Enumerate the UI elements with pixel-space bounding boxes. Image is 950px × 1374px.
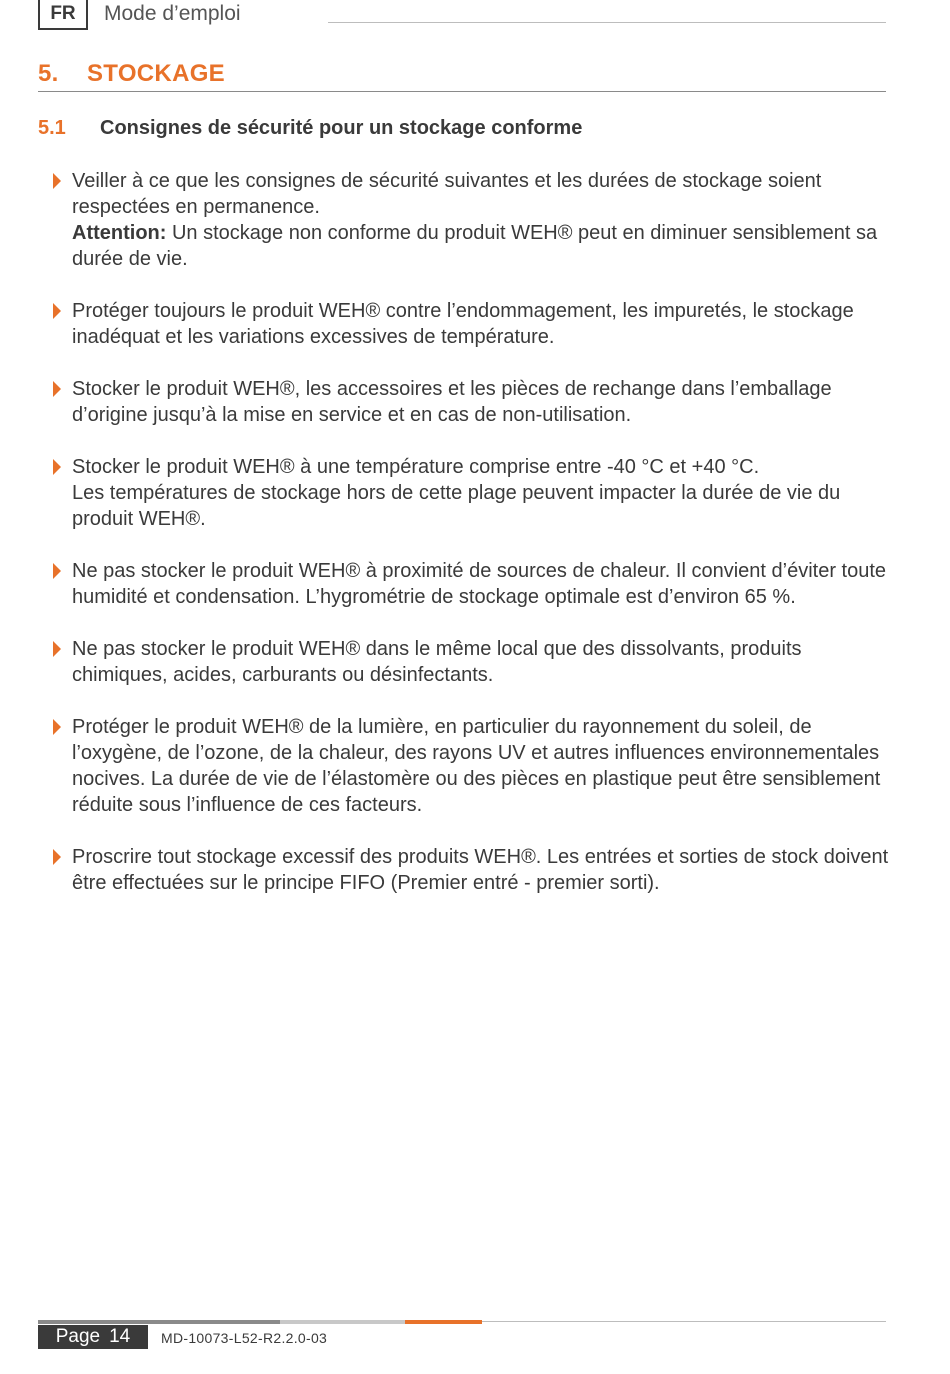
language-badge [38, 0, 88, 30]
page-label: Page [55, 1326, 101, 1347]
footer-bar-dark [38, 1320, 280, 1324]
subsection-number: 5.1 [38, 117, 66, 139]
language-code: FR [50, 3, 76, 24]
document-id: MD-10073-L52-R2.2.0-03 [161, 1330, 328, 1346]
bullet-arrow-icon [53, 719, 61, 735]
subsection-heading [38, 117, 582, 140]
section-number: 5. [38, 60, 59, 87]
header-divider [328, 22, 886, 23]
bullet-text: Veiller à ce que les consignes de sécurité suivantes et les durées de stockage soient respectées en permanence. [72, 170, 822, 218]
list-item [48, 636, 898, 688]
section-title: STOCKAGE [87, 60, 225, 87]
attention-text: Un stockage non conforme du produit WEH® peut en diminuer sensiblement sa durée de vie. [72, 222, 878, 270]
bullet-arrow-icon [53, 563, 61, 579]
page-number-badge [38, 1325, 148, 1349]
subsection-title: Consignes de sécurité pour un stockage conforme [100, 117, 583, 139]
bullet-arrow-icon [53, 849, 61, 865]
bullet-text: Ne pas stocker le produit WEH® dans le même local que des dissolvants, produits chimiques, acides, carburants ou désinfectants. [72, 638, 802, 686]
bullet-text: Stocker le produit WEH®, les accessoires et les pièces de rechange dans l’emballage d’origine jusqu’à la mise en service et en cas de non-utilisation. [72, 378, 832, 426]
section-divider [38, 91, 886, 92]
bullet-arrow-icon [53, 173, 61, 189]
bullet-text: Ne pas stocker le produit WEH® à proximité de sources de chaleur. Il convient d’éviter toute humidité et condensation. L’hygrométrie de stockage optimale est d’environ 65 %. [72, 560, 887, 608]
footer-bar-accent [405, 1320, 482, 1324]
page-number: 14 [109, 1326, 131, 1347]
bullet-arrow-icon [53, 641, 61, 657]
list-item [48, 558, 898, 610]
list-item [48, 298, 898, 350]
bullet-arrow-icon [53, 303, 61, 319]
section-heading [38, 60, 225, 88]
bullet-text-continued: Les températures de stockage hors de cette plage peuvent impacter la durée de vie du produit WEH®. [72, 482, 841, 530]
list-item [48, 844, 898, 896]
list-item [48, 376, 898, 428]
bullet-arrow-icon [53, 459, 61, 475]
list-item [48, 168, 898, 272]
bullet-text: Proscrire tout stockage excessif des produits WEH®. Les entrées et sorties de stock doivent être effectuées sur le principe FIFO (Premier entré - premier sorti). [72, 846, 889, 894]
bullet-text: Stocker le produit WEH® à une température comprise entre -40 °C et +40 °C. [72, 456, 760, 478]
footer-bar-light [280, 1320, 405, 1324]
storage-instructions-list [48, 168, 898, 922]
list-item [48, 454, 898, 532]
attention-note [72, 220, 898, 272]
footer-divider [482, 1321, 886, 1322]
document-type: Mode d’emploi [104, 2, 241, 25]
attention-label: Attention: [72, 222, 167, 244]
bullet-arrow-icon [53, 381, 61, 397]
list-item [48, 714, 898, 818]
bullet-text: Protéger toujours le produit WEH® contre l’endommagement, les impuretés, le stockage inadéquat et les variations excessives de température. [72, 300, 854, 348]
bullet-text: Protéger le produit WEH® de la lumière, en particulier du rayonnement du soleil, de l’oxygène, de l’ozone, de la chaleur, des rayons UV et autres influences environnementales nocives. La durée de vie de l’élastomère ou des pièces en plastique peut être sensiblement réduite sous l’influence de ces facteurs. [72, 716, 881, 816]
